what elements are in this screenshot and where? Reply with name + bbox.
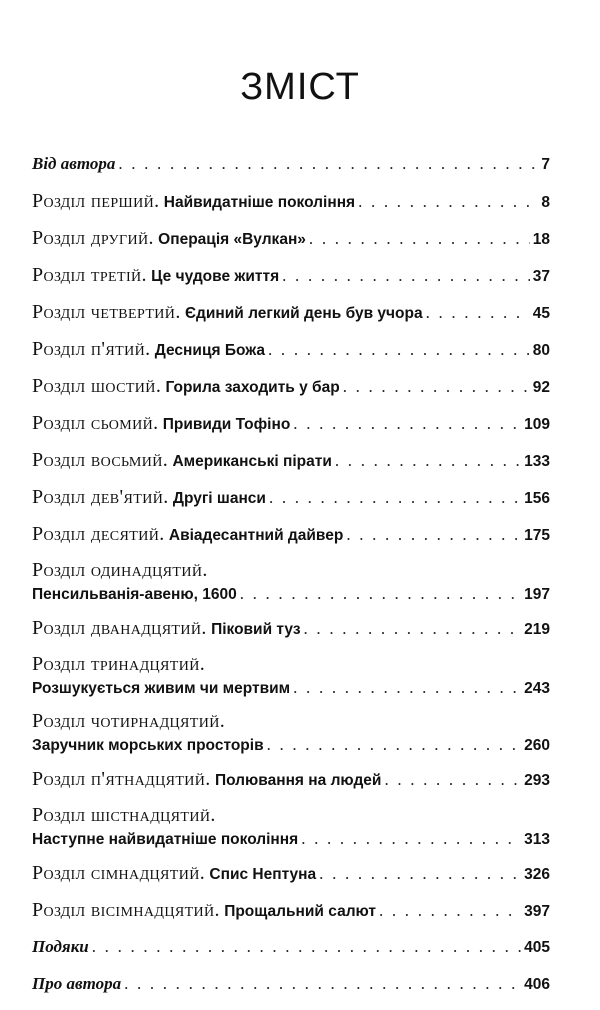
page-number: 133 [524,452,550,470]
page-number: 175 [524,526,550,544]
dot-leader [293,676,521,700]
page-number: 80 [532,341,550,359]
table-of-contents [32,146,550,1003]
entry-title: Полювання на людей [214,771,382,789]
dot-leader [269,486,521,510]
toc-entry[interactable] [32,220,550,257]
toc-entry[interactable] [32,368,550,405]
chapter-number: Розділ сьомий. [32,411,159,434]
toc-entry[interactable] [32,929,550,966]
page-number: 397 [524,902,550,920]
chapter-number: Розділ одинадцятий. [32,559,208,581]
entry-title: Піковий туз [211,620,301,638]
entry-title: Наступне найвидатніше покоління [32,831,299,848]
dot-leader [426,301,530,325]
dot-leader [118,152,538,176]
page-number: 406 [524,976,550,993]
chapter-number: Розділ дев'ятий. [32,485,169,508]
chapter-number: Розділ шістнадцятий. [32,804,216,826]
dot-leader [92,935,521,959]
dot-leader [293,412,521,436]
chapter-number: Розділ п'ятий. [32,337,151,360]
toc-entry[interactable] [32,704,550,761]
page-number: 260 [524,737,550,754]
page-number: 92 [532,378,550,396]
entry-title: Прощальний салют [224,902,376,920]
toc-entry[interactable] [32,442,550,479]
page-number: 45 [532,304,550,322]
entry-title: Спис Нептуна [209,865,317,883]
chapter-number: Розділ п'ятнадцятий. [32,767,211,790]
dot-leader [346,523,521,547]
entry-title: Другі шанси [172,489,266,507]
dot-leader [358,190,538,214]
dot-leader [319,862,521,886]
page-number: 219 [524,620,550,638]
chapter-number: Розділ чотирнадцятий. [32,710,226,732]
chapter-number: Розділ тринадцятий. [32,653,206,675]
dot-leader [124,972,521,996]
toc-entry[interactable] [32,798,550,855]
dot-leader [384,768,521,792]
page-number: 405 [524,939,550,956]
entry-title: Це чудове життя [151,267,280,285]
toc-entry[interactable] [32,516,550,553]
page-number: 109 [524,415,550,433]
toc-entry[interactable] [32,892,550,929]
toc-entry[interactable] [32,146,550,183]
page-number: 326 [524,865,550,883]
chapter-number: Розділ другий. [32,226,154,249]
entry-title: Єдиний легкий день був учора [184,304,423,322]
page-number: 37 [532,267,550,285]
page-number: 197 [524,586,550,603]
chapter-number: Розділ шостий. [32,374,162,397]
entry-title: Американські пірати [172,452,332,470]
chapter-number: Розділ третій. [32,263,147,286]
toc-entry[interactable] [32,294,550,331]
chapter-number: Розділ дванадцятий. [32,616,207,639]
dot-leader [267,733,522,757]
dot-leader [304,617,522,641]
toc-entry[interactable] [32,761,550,798]
dot-leader [301,827,521,851]
toc-entry[interactable] [32,405,550,442]
chapter-number: Розділ сімнадцятий. [32,861,206,884]
entry-title: Найвидатніше покоління [163,193,356,211]
toc-entry[interactable] [32,479,550,516]
entry-title: Подяки [32,937,89,956]
page-number: 313 [524,831,550,848]
page-number: 243 [524,680,550,697]
entry-title: Заручник морських просторів [32,737,264,754]
dot-leader [268,338,530,362]
entry-title: Горила заходить у бар [165,378,340,396]
toc-entry[interactable] [32,257,550,294]
dot-leader [335,449,521,473]
page-number: 293 [524,771,550,789]
dot-leader [379,899,521,923]
dot-leader [282,264,530,288]
toc-entry[interactable] [32,855,550,892]
page-number: 7 [541,156,550,173]
chapter-number: Розділ восьмий. [32,448,169,471]
toc-entry[interactable] [32,183,550,220]
toc-entry[interactable] [32,610,550,647]
entry-title: Від автора [32,154,116,173]
toc-entry[interactable] [32,966,550,1003]
chapter-number: Розділ десятий. [32,522,165,545]
toc-entry[interactable] [32,331,550,368]
entry-title: Операція «Вулкан» [158,230,306,248]
dot-leader [240,582,521,606]
chapter-number: Розділ вісімнадцятий. [32,898,220,921]
dot-leader [309,227,530,251]
entry-title: Привиди Тофіно [162,415,291,433]
toc-entry[interactable] [32,553,550,610]
chapter-number: Розділ четвертий. [32,300,181,323]
entry-title: Авіадесантний дайвер [168,526,344,544]
page-number: 8 [541,193,550,211]
entry-title: Розшукується живим чи мертвим [32,680,291,697]
entry-title: Про автора [32,974,122,993]
page-number: 18 [532,230,550,248]
dot-leader [343,375,530,399]
chapter-number: Розділ перший. [32,189,160,212]
page-title: ЗМІСТ [240,66,360,108]
toc-entry[interactable] [32,647,550,704]
page-number: 156 [524,489,550,507]
entry-title: Десниця Божа [154,341,266,359]
entry-title: Пенсильванія-авеню, 1600 [32,586,237,603]
